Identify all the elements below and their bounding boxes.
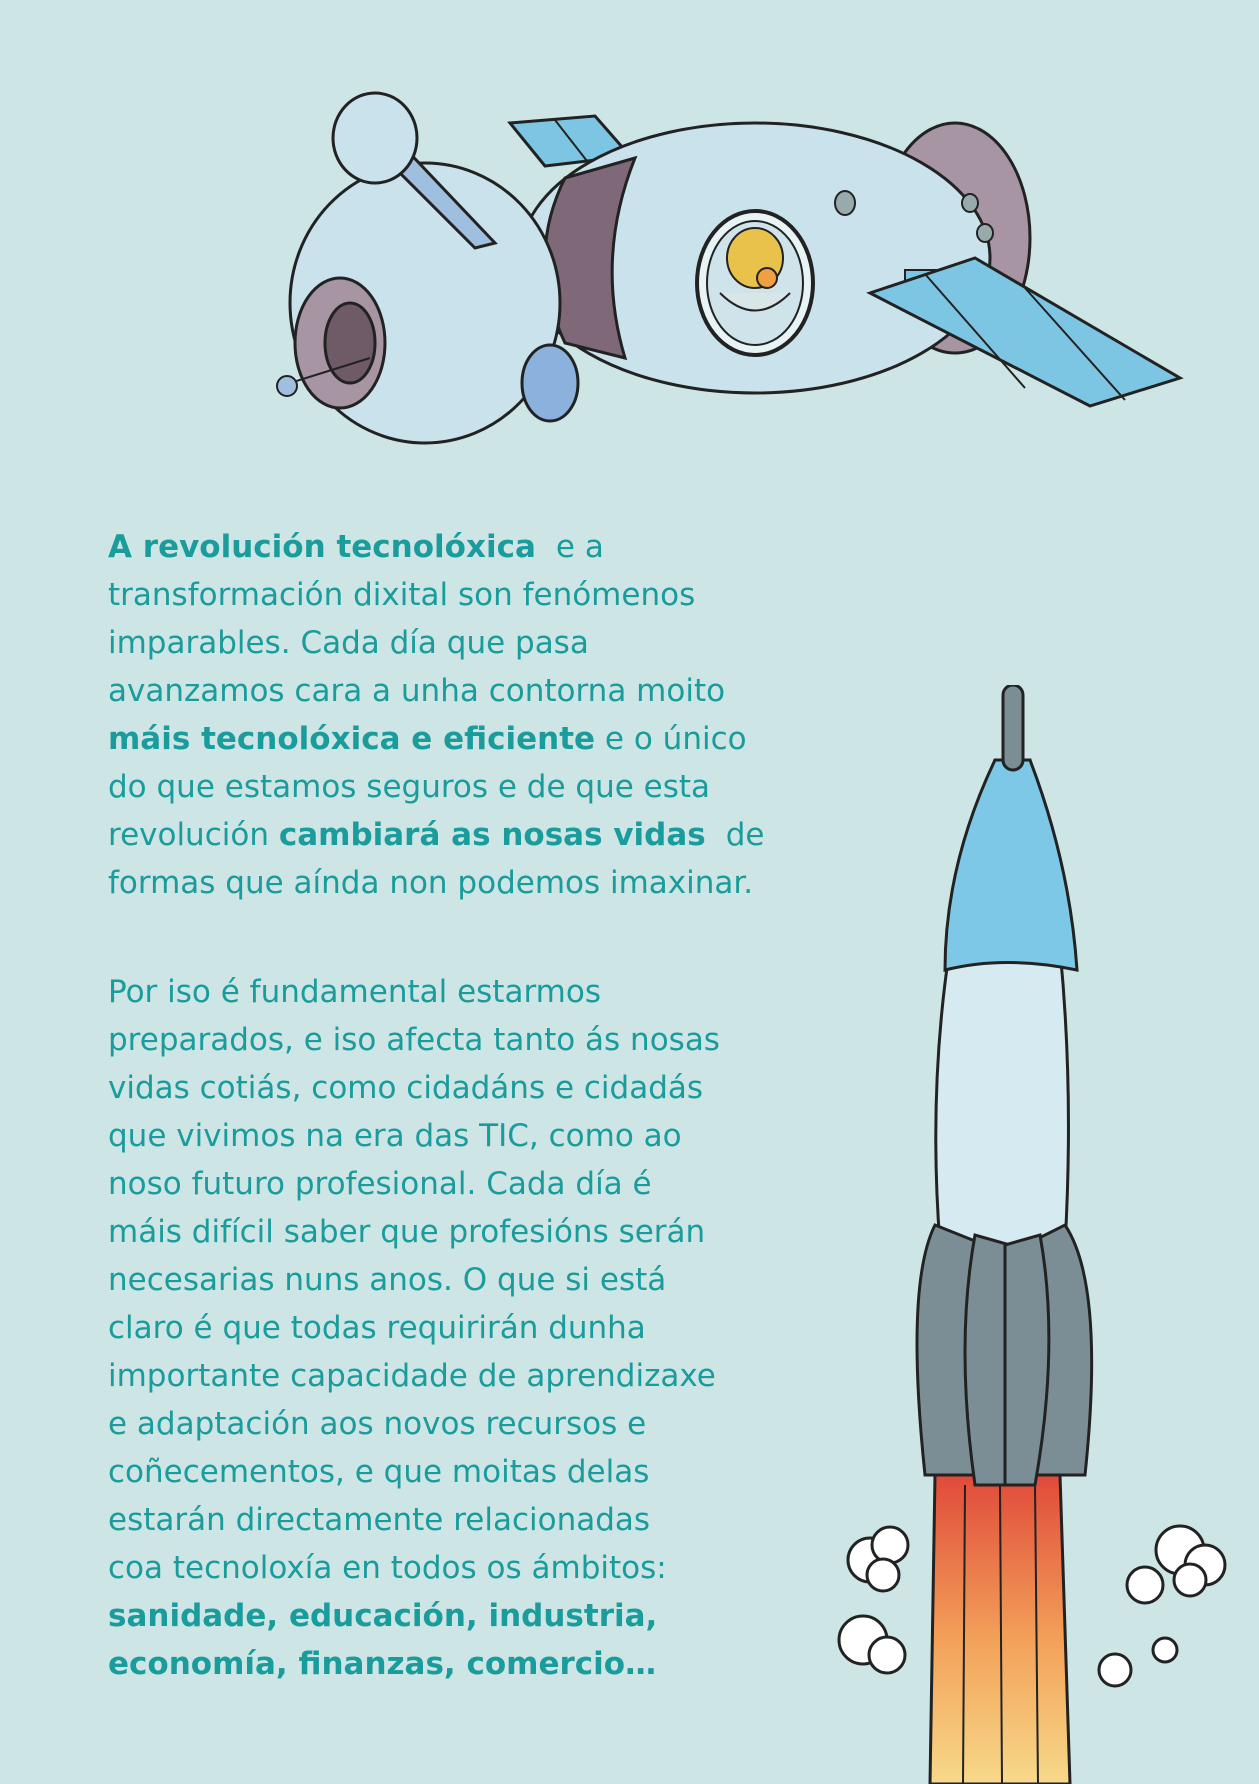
text-line: coa tecnoloxía en todos os ámbitos: <box>108 1550 667 1586</box>
text-line: máis difícil saber que profesións serán <box>108 1214 706 1250</box>
text-line: imparables. Cada día que pasa <box>108 625 589 661</box>
text-line <box>108 811 868 859</box>
text-line: formas que aínda non podemos imaxinar. <box>108 865 754 901</box>
text-line: coñecementos, e que moitas delas <box>108 1454 650 1490</box>
line-text: e o único <box>595 721 747 757</box>
bold-phrase: A revolución tecnolóxica <box>108 529 536 565</box>
line-text: e a <box>555 529 604 565</box>
line-text: de <box>725 817 765 853</box>
text-line: Por iso é fundamental estarmos <box>108 974 601 1010</box>
text-line: necesarias nuns anos. O que si está <box>108 1262 667 1298</box>
text-line: sanidade, educación, industria, <box>108 1598 658 1634</box>
text-line: noso futuro profesional. Cada día é <box>108 1166 652 1202</box>
line-text: revolución <box>108 817 279 853</box>
text-line: importante capacidade de aprendizaxe <box>108 1358 716 1394</box>
text-line: vidas cotiás, como cidadáns e cidadás <box>108 1070 704 1106</box>
text-line: economía, finanzas, comercio… <box>108 1646 657 1682</box>
bold-phrase: cambiará as nosas vidas <box>278 817 706 853</box>
intro-paragraph <box>108 523 868 907</box>
text-line <box>108 523 868 571</box>
rocket-icon <box>835 685 1235 1784</box>
text-line: transformación dixital son fenómenos <box>108 577 696 613</box>
spaceship-icon <box>265 88 1185 468</box>
text-line <box>108 715 868 763</box>
professions-paragraph <box>108 968 868 1688</box>
bold-phrase: máis tecnolóxica e eficiente <box>108 721 596 757</box>
text-line: preparados, e iso afecta tanto ás nosas <box>108 1022 720 1058</box>
text-line: claro é que todas requirirán dunha <box>108 1310 646 1346</box>
text-line: avanzamos cara a unha contorna moito <box>108 673 726 709</box>
text-line: do que estamos seguros e de que esta <box>108 769 711 805</box>
text-line: estarán directamente relacionadas <box>108 1502 651 1538</box>
text-line: e adaptación aos novos recursos e <box>108 1406 647 1442</box>
text-line: que vivimos na era das TIC, como ao <box>108 1118 682 1154</box>
